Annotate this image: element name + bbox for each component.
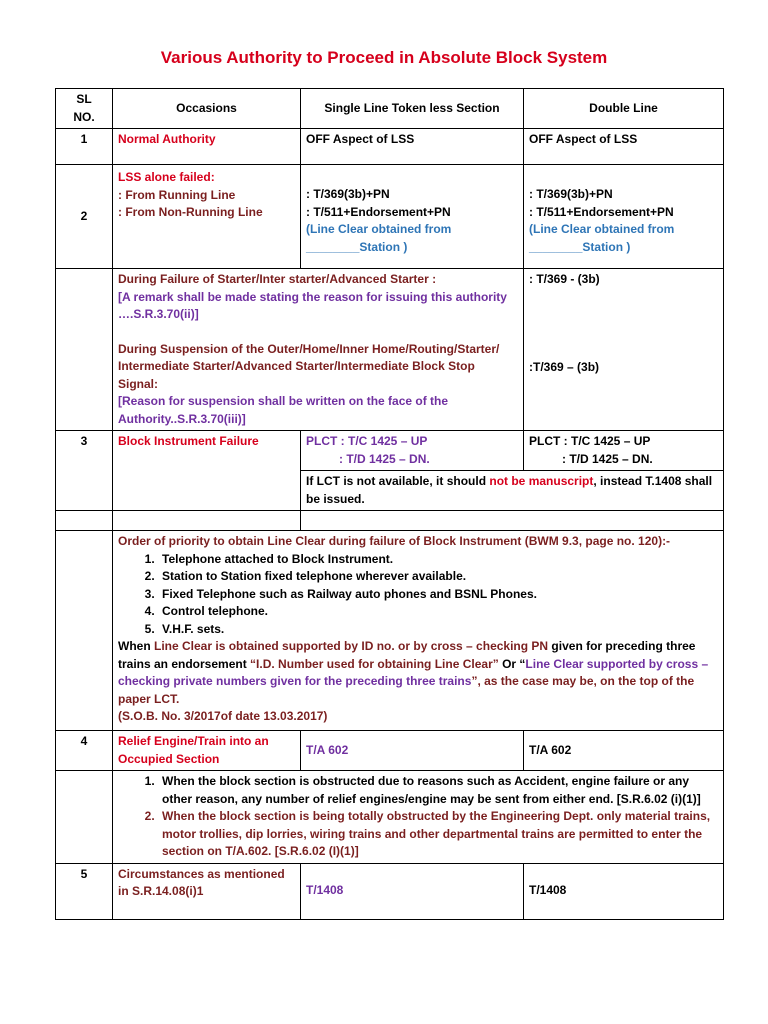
- single-line-cell: OFF Aspect of LSS: [301, 129, 524, 165]
- single-line-cell: PLCT : T/C 1425 – UP : T/D 1425 – DN.: [301, 431, 524, 471]
- double-line-cell: : T/369 - (3b) :T/369 – (3b): [524, 269, 724, 431]
- header-double-line: Double Line: [524, 89, 724, 129]
- sl-number: 4: [56, 731, 113, 771]
- sob-reference: (S.O.B. No. 3/2017of date 13.03.2017): [118, 709, 328, 723]
- table-row: [56, 511, 724, 531]
- empty-cell: [56, 771, 113, 864]
- sl-number: 5: [56, 863, 113, 919]
- list-item: 2. When the block section is being totally obstructed by the Engineering Dept. only material trains, motor trollies, dip lorries, wiring trains and other departmental trains are permitted to enter the section on T/A.602. [S.R.6.02 (I)(1)]: [158, 808, 718, 861]
- single-line-cell: T/A 602: [301, 731, 524, 771]
- table-header-row: [56, 89, 724, 129]
- priority-cell: Order of priority to obtain Line Clear during failure of Block Instrument (BWM 9.3, page no. 120):- 1. Telephone attached to Block Instrument. 2. Station to Station fixed telephone wherever available. 3. Fixed Telephone such as Railway auto phones and BSNL Phones. 4. Control telephone. 5. V.H.F. sets. When Line Clear is obtained supported by ID no. or by cross – checking PN given for preceding three trains an endorsement “I.D. Number used for obtaining Line Clear” Or “Line Clear supported by cross – checking private numbers given for the preceding three trains”, as the case may be, on the top of the paper LCT. (S.O.B. No. 3/2017of date 13.03.2017): [113, 531, 724, 731]
- table-row: [56, 731, 724, 771]
- relief-engine-notes: [113, 771, 724, 864]
- double-line-cell: T/A 602: [524, 731, 724, 771]
- priority-list: [118, 551, 718, 639]
- table-row: [56, 863, 724, 919]
- empty-cell: [56, 531, 113, 731]
- endorsement-paragraph: When Line Clear is obtained supported by ID no. or by cross – checking PN given for preceding three trains an endorsement “I.D. Number used for obtaining Line Clear” Or “Line Clear supported by cross – checking private numbers given for the preceding three trains”, as the case may be, on the top of the paper LCT.: [118, 639, 709, 706]
- lct-note-cell: If LCT is not available, it should not be manuscript, instead T.1408 shall be issued.: [301, 471, 724, 511]
- empty-cell: [113, 511, 301, 531]
- empty-cell: [56, 269, 113, 431]
- header-occasions: Occasions: [113, 89, 301, 129]
- double-line-cell: T/1408: [524, 863, 724, 919]
- double-line-cell: : T/369(3b)+PN : T/511+Endorsement+PN (Line Clear obtained from ________Station ): [524, 165, 724, 269]
- authority-table: [55, 88, 724, 920]
- table-row: [56, 269, 724, 431]
- table-row: [56, 431, 724, 471]
- table-row: [56, 129, 724, 165]
- signal-failure-cell: During Failure of Starter/Inter starter/Advanced Starter : [A remark shall be made stating the reason for issuing this authority ….S.R.3.70(ii)] During Suspension of the Outer/Home/Inner Home/Routing/Starter/ Intermediate Starter/Advanced Starter/Intermediate Block Stop Signal: [Reason for suspension shall be written on the face of the Authority..S.R.3.70(iii)]: [113, 269, 524, 431]
- occasion-cell: Circumstances as mentioned in S.R.14.08(i)1: [113, 863, 301, 919]
- header-single-line: Single Line Token less Section: [301, 89, 524, 129]
- list-item: 1. Telephone attached to Block Instrument.: [158, 551, 718, 569]
- header-sl: SL NO.: [56, 89, 113, 129]
- sl-number: 3: [56, 431, 113, 511]
- page-title: Various Authority to Proceed in Absolute Block System: [160, 48, 608, 67]
- single-line-cell: : T/369(3b)+PN : T/511+Endorsement+PN (Line Clear obtained from ________Station ): [301, 165, 524, 269]
- table-row: [56, 165, 724, 269]
- sl-number: 2: [56, 165, 113, 269]
- list-item: 5. V.H.F. sets.: [158, 621, 718, 639]
- empty-cell: [301, 511, 724, 531]
- table-row: [56, 771, 724, 864]
- double-line-cell: PLCT : T/C 1425 – UP : T/D 1425 – DN.: [524, 431, 724, 471]
- double-line-cell: OFF Aspect of LSS: [524, 129, 724, 165]
- occasion-cell: Relief Engine/Train into an Occupied Section: [113, 731, 301, 771]
- empty-cell: [56, 511, 113, 531]
- occasion-cell: LSS alone failed: : From Running Line : From Non-Running Line: [113, 165, 301, 269]
- list-item: 4. Control telephone.: [158, 603, 718, 621]
- list-item: 2. Station to Station fixed telephone wherever available.: [158, 568, 718, 586]
- occasion-cell: Block Instrument Failure: [113, 431, 301, 511]
- table-row: [56, 531, 724, 731]
- single-line-cell: T/1408: [301, 863, 524, 919]
- list-item: 1. When the block section is obstructed due to reasons such as Accident, engine failure or any other reason, any number of relief engines/engine may be sent from either end. [S.R.6.02 (i)(1)]: [158, 773, 718, 808]
- sl-number: 1: [56, 129, 113, 165]
- list-item: 3. Fixed Telephone such as Railway auto phones and BSNL Phones.: [158, 586, 718, 604]
- occasion-cell: Normal Authority: [113, 129, 301, 165]
